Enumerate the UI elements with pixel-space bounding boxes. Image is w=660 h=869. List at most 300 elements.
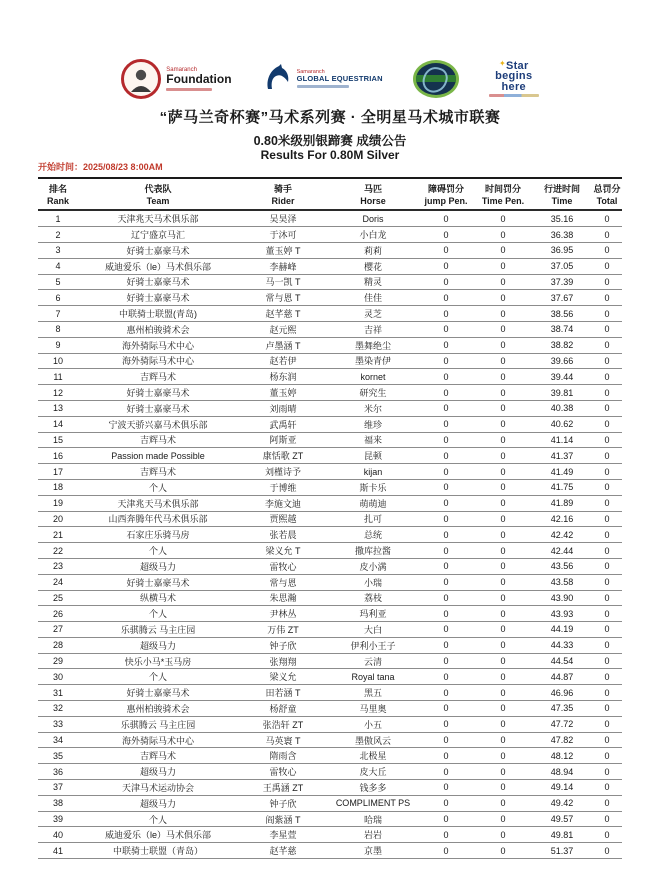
table-row (38, 258, 622, 274)
table-cell: 0 (418, 227, 474, 243)
table-cell: 0 (474, 290, 532, 306)
global-equestrian-logo (262, 62, 383, 97)
table-cell: 超级马力 (78, 558, 238, 574)
table-cell: 0 (474, 685, 532, 701)
table-cell: 26 (38, 606, 78, 622)
table-cell: 杨舒童 (238, 701, 328, 717)
table-row (38, 764, 622, 780)
table-cell: 17 (38, 464, 78, 480)
column-header-horse: 马匹 Horse (328, 181, 418, 210)
table-cell: 18 (38, 479, 78, 495)
table-cell: 16 (38, 448, 78, 464)
table-cell: 0 (418, 590, 474, 606)
table-row (38, 669, 622, 685)
table-cell: 雷牧心 (238, 558, 328, 574)
table-cell: COMPLIMENT PS (328, 795, 418, 811)
table-cell: 佳佳 (328, 290, 418, 306)
table-cell: 0 (592, 637, 622, 653)
table-cell: 0 (418, 811, 474, 827)
table-cell: 41.89 (532, 495, 592, 511)
table-cell: 钱多多 (328, 780, 418, 796)
table-cell: 万伟 ZT (238, 622, 328, 638)
table-cell: 0 (418, 669, 474, 685)
table-row (38, 590, 622, 606)
table-cell: 0 (592, 543, 622, 559)
table-cell: 小五 (328, 716, 418, 732)
table-cell: 海外骑际马术中心 (78, 353, 238, 369)
table-cell: 赵元熙 (238, 321, 328, 337)
table-row (38, 242, 622, 258)
table-cell: 0 (474, 653, 532, 669)
table-cell: 0 (474, 669, 532, 685)
table-cell: 0 (474, 495, 532, 511)
table-cell: 0 (474, 227, 532, 243)
table-cell: 49.57 (532, 811, 592, 827)
table-cell: 尹林丛 (238, 606, 328, 622)
global-equestrian-brand-label: Samaranch (296, 68, 325, 75)
table-cell: 40.62 (532, 416, 592, 432)
table-cell: 0 (474, 795, 532, 811)
table-cell: 0 (592, 321, 622, 337)
table-cell: 董玉婷 (238, 385, 328, 401)
table-cell: 0 (474, 606, 532, 622)
table-cell: 4 (38, 258, 78, 274)
table-cell: 卢墨涵 T (238, 337, 328, 353)
table-cell: 扎可 (328, 511, 418, 527)
table-cell: 0 (474, 543, 532, 559)
table-cell: 0 (592, 242, 622, 258)
table-cell: 0 (474, 321, 532, 337)
start-time-label: 开始时间： (38, 162, 84, 172)
table-cell: 39 (38, 811, 78, 827)
table-cell: 0 (474, 590, 532, 606)
table-cell: 0 (474, 258, 532, 274)
table-cell: 0 (474, 479, 532, 495)
table-row (38, 432, 622, 448)
table-row (38, 685, 622, 701)
table-cell: 0 (474, 748, 532, 764)
subtitle-english: Results For 0.80M Silver (260, 148, 400, 162)
table-cell: 小白龙 (328, 227, 418, 243)
table-cell: 个人 (78, 669, 238, 685)
table-cell: 44.54 (532, 653, 592, 669)
foundation-name-label: Foundation (166, 72, 232, 87)
table-cell: 研究生 (328, 385, 418, 401)
table-cell: 28 (38, 637, 78, 653)
table-cell: 维珍 (328, 416, 418, 432)
table-cell: 0 (592, 622, 622, 638)
table-row (38, 622, 622, 638)
table-cell: 0 (474, 732, 532, 748)
table-cell: 3 (38, 242, 78, 258)
table-cell: 0 (474, 622, 532, 638)
table-cell: 35.16 (532, 210, 592, 226)
table-row (38, 479, 622, 495)
table-cell: 48.94 (532, 764, 592, 780)
table-cell: 刘雨晴 (238, 400, 328, 416)
table-cell: 44.19 (532, 622, 592, 638)
table-cell: 武禹轩 (238, 416, 328, 432)
table-row (38, 210, 622, 226)
table-cell: 0 (592, 432, 622, 448)
table-cell: 马里奥 (328, 701, 418, 717)
table-cell: 1 (38, 210, 78, 226)
logo-row (0, 54, 660, 104)
table-cell: 0 (474, 369, 532, 385)
table-cell: 0 (592, 527, 622, 543)
table-row (38, 780, 622, 796)
table-cell: 0 (418, 701, 474, 717)
table-cell: 0 (592, 795, 622, 811)
table-cell: 精灵 (328, 274, 418, 290)
table-cell: 46.96 (532, 685, 592, 701)
table-cell: 0 (418, 369, 474, 385)
green-seal-icon (413, 60, 459, 98)
table-cell: 0 (418, 479, 474, 495)
table-cell: 37 (38, 780, 78, 796)
table-row (38, 543, 622, 559)
table-cell: 好骑士嘉豪马术 (78, 400, 238, 416)
table-row (38, 701, 622, 717)
table-cell: 惠州柏骏骑术会 (78, 701, 238, 717)
table-cell: 0 (418, 748, 474, 764)
table-cell: 0 (592, 274, 622, 290)
column-header-rank: 排名 Rank (38, 181, 78, 210)
table-cell: 0 (474, 574, 532, 590)
table-cell: 34 (38, 732, 78, 748)
table-cell: 0 (474, 448, 532, 464)
table-cell: 常与恩 (238, 574, 328, 590)
table-cell: 36.38 (532, 227, 592, 243)
table-cell: 0 (474, 242, 532, 258)
table-cell: 29 (38, 653, 78, 669)
table-cell: 49.14 (532, 780, 592, 796)
table-cell: 38.74 (532, 321, 592, 337)
table-cell: 0 (474, 400, 532, 416)
table-cell: 吉辉马术 (78, 748, 238, 764)
table-cell: 0 (592, 827, 622, 843)
table-cell: 张翔翔 (238, 653, 328, 669)
table-cell: Doris (328, 210, 418, 226)
table-cell: 墨舞绝尘 (328, 337, 418, 353)
table-cell: 0 (418, 764, 474, 780)
table-row (38, 321, 622, 337)
table-cell: 0 (474, 385, 532, 401)
table-cell: 乐骐腾云 马主庄园 (78, 622, 238, 638)
table-cell: 24 (38, 574, 78, 590)
table-cell: 0 (592, 748, 622, 764)
table-cell: 杨东润 (238, 369, 328, 385)
table-cell: 0 (418, 321, 474, 337)
results-table (38, 181, 622, 859)
table-cell: 个人 (78, 479, 238, 495)
table-cell: 荔枝 (328, 590, 418, 606)
table-cell: Passion made Possible (78, 448, 238, 464)
table-cell: 14 (38, 416, 78, 432)
table-cell: 27 (38, 622, 78, 638)
table-cell: 常与恩 T (238, 290, 328, 306)
table-cell: 43.93 (532, 606, 592, 622)
table-cell: 吉辉马术 (78, 464, 238, 480)
table-cell: 12 (38, 385, 78, 401)
table-cell: 39.81 (532, 385, 592, 401)
table-cell: 41.37 (532, 448, 592, 464)
table-cell: 好骑士嘉豪马术 (78, 242, 238, 258)
table-cell: 35 (38, 748, 78, 764)
star-line-2: begins (495, 70, 533, 83)
table-row (38, 574, 622, 590)
table-cell: 0 (474, 306, 532, 322)
table-cell: 0 (474, 558, 532, 574)
table-cell: 0 (474, 353, 532, 369)
table-cell: 0 (592, 716, 622, 732)
table-cell: 0 (418, 290, 474, 306)
table-cell: 0 (592, 590, 622, 606)
table-cell: 0 (592, 337, 622, 353)
table-cell: 0 (418, 843, 474, 859)
table-cell: 超级马力 (78, 764, 238, 780)
table-cell: 25 (38, 590, 78, 606)
table-row (38, 527, 622, 543)
table-cell: 伊利小王子 (328, 637, 418, 653)
table-row (38, 290, 622, 306)
table-cell: 0 (592, 780, 622, 796)
column-header-jump-pen: 障碍罚分 jump Pen. (418, 181, 474, 210)
table-row (38, 637, 622, 653)
table-cell: kijan (328, 464, 418, 480)
table-cell: 0 (474, 337, 532, 353)
table-cell: 40.38 (532, 400, 592, 416)
table-cell: 36.95 (532, 242, 592, 258)
table-cell: 张若晨 (238, 527, 328, 543)
table-row (38, 337, 622, 353)
table-cell: 隋雨含 (238, 748, 328, 764)
table-cell: 0 (592, 732, 622, 748)
table-cell: 王禹涵 ZT (238, 780, 328, 796)
table-cell: 0 (474, 416, 532, 432)
table-cell: 康恬歌 ZT (238, 448, 328, 464)
table-cell: 0 (418, 543, 474, 559)
table-cell: 49.81 (532, 827, 592, 843)
table-cell: 雷牧心 (238, 764, 328, 780)
table-cell: 赵芊慈 (238, 843, 328, 859)
table-cell: 刘槿诗予 (238, 464, 328, 480)
table-cell: 福来 (328, 432, 418, 448)
table-cell: 快乐小马*玉马房 (78, 653, 238, 669)
table-cell: 0 (418, 242, 474, 258)
table-cell: 云清 (328, 653, 418, 669)
table-cell: 5 (38, 274, 78, 290)
table-cell: 萌萌迪 (328, 495, 418, 511)
table-cell: 47.82 (532, 732, 592, 748)
table-cell: 北极星 (328, 748, 418, 764)
table-cell: 0 (474, 527, 532, 543)
table-cell: 38 (38, 795, 78, 811)
table-cell: 李星萱 (238, 827, 328, 843)
table-cell: 0 (418, 606, 474, 622)
table-cell: 吉辉马术 (78, 432, 238, 448)
table-cell: 灵芝 (328, 306, 418, 322)
table-cell: 0 (592, 306, 622, 322)
table-row (38, 653, 622, 669)
table-cell: 0 (592, 558, 622, 574)
column-header-time-pen: 时间罚分 Time Pen. (474, 181, 532, 210)
table-cell: 30 (38, 669, 78, 685)
table-row (38, 369, 622, 385)
table-cell: 0 (592, 464, 622, 480)
table-cell: 44.33 (532, 637, 592, 653)
table-cell: 0 (474, 701, 532, 717)
table-cell: 41.14 (532, 432, 592, 448)
table-cell: 41.75 (532, 479, 592, 495)
table-cell: 墨傲风云 (328, 732, 418, 748)
table-cell: 0 (474, 511, 532, 527)
table-cell: 辽宁盛京马汇 (78, 227, 238, 243)
table-cell: 6 (38, 290, 78, 306)
table-cell: 0 (418, 306, 474, 322)
table-cell: 0 (418, 337, 474, 353)
table-cell: 0 (592, 574, 622, 590)
table-cell: 0 (418, 448, 474, 464)
table-cell: 0 (592, 479, 622, 495)
table-row (38, 558, 622, 574)
table-cell: 朱思瀚 (238, 590, 328, 606)
table-row (38, 353, 622, 369)
table-cell: 37.39 (532, 274, 592, 290)
table-cell: 个人 (78, 606, 238, 622)
table-cell: 梁义允 T (238, 543, 328, 559)
table-cell: 田若涵 T (238, 685, 328, 701)
table-cell: 41.49 (532, 464, 592, 480)
table-row (38, 606, 622, 622)
column-header-total: 总罚分 Total (592, 181, 622, 210)
table-row (38, 732, 622, 748)
table-cell: 0 (474, 716, 532, 732)
table-row (38, 843, 622, 859)
table-cell: 个人 (78, 811, 238, 827)
table-cell: 莉莉 (328, 242, 418, 258)
table-cell: 2 (38, 227, 78, 243)
table-cell: 惠州柏骏骑术会 (78, 321, 238, 337)
table-cell: 0 (592, 210, 622, 226)
table-cell: 超级马力 (78, 637, 238, 653)
table-cell: 吉祥 (328, 321, 418, 337)
table-cell: 0 (474, 764, 532, 780)
table-cell: 于博维 (238, 479, 328, 495)
table-cell: 0 (474, 843, 532, 859)
table-cell: 董玉婷 T (238, 242, 328, 258)
table-cell: 马英寰 T (238, 732, 328, 748)
table-cell: 8 (38, 321, 78, 337)
start-time-value: 2025/08/23 8:00AM (83, 162, 163, 172)
table-cell: 于沐可 (238, 227, 328, 243)
table-cell: 赵若伊 (238, 353, 328, 369)
table-row (38, 748, 622, 764)
table-cell: 0 (418, 385, 474, 401)
table-cell: 天津马术运动协会 (78, 780, 238, 796)
table-cell: 0 (592, 385, 622, 401)
table-cell: 玛利亚 (328, 606, 418, 622)
table-cell: 0 (592, 764, 622, 780)
table-cell: 44.87 (532, 669, 592, 685)
table-cell: 33 (38, 716, 78, 732)
table-cell: 47.35 (532, 701, 592, 717)
table-cell: 0 (418, 780, 474, 796)
table-cell: 李施文迪 (238, 495, 328, 511)
table-cell: 石家庄乐骑马房 (78, 527, 238, 543)
table-cell: 0 (474, 780, 532, 796)
table-row (38, 274, 622, 290)
table-cell: 岩岩 (328, 827, 418, 843)
table-cell: 7 (38, 306, 78, 322)
table-cell: 撒库拉酱 (328, 543, 418, 559)
table-cell: 钟子欣 (238, 637, 328, 653)
table-cell: 32 (38, 701, 78, 717)
table-cell: 小瑞 (328, 574, 418, 590)
table-cell: 0 (418, 258, 474, 274)
table-cell: 总统 (328, 527, 418, 543)
table-cell: 宁波天骄兴嘉马术俱乐部 (78, 416, 238, 432)
table-cell: 9 (38, 337, 78, 353)
table-cell: 个人 (78, 543, 238, 559)
table-cell: Royal tana (328, 669, 418, 685)
table-cell: 0 (474, 210, 532, 226)
table-cell: 38.56 (532, 306, 592, 322)
table-cell: 哈瑞 (328, 811, 418, 827)
table-cell: 米尔 (328, 400, 418, 416)
table-cell: 0 (592, 653, 622, 669)
table-cell: 31 (38, 685, 78, 701)
table-cell: 0 (592, 685, 622, 701)
table-cell: 0 (418, 400, 474, 416)
table-cell: 好骑士嘉豪马术 (78, 685, 238, 701)
table-cell: 11 (38, 369, 78, 385)
table-cell: 0 (418, 416, 474, 432)
table-cell: 马一凯 T (238, 274, 328, 290)
foundation-brand-label: Samaranch (166, 67, 197, 74)
global-equestrian-text (297, 70, 383, 89)
table-cell: 0 (592, 701, 622, 717)
table-cell: 0 (592, 511, 622, 527)
start-time (38, 160, 163, 173)
table-cell: 皮大丘 (328, 764, 418, 780)
table-cell: 0 (592, 495, 622, 511)
table-cell: 42.16 (532, 511, 592, 527)
table-cell: 海外骑际马术中心 (78, 337, 238, 353)
table-header-row (38, 181, 622, 210)
table-cell: 贾熙越 (238, 511, 328, 527)
horse-head-icon (262, 62, 292, 97)
table-cell: 0 (592, 606, 622, 622)
table-cell: 0 (592, 227, 622, 243)
table-cell: 0 (418, 716, 474, 732)
subtitle-chinese: 0.80米级别银蹄赛 成绩公告 (253, 134, 407, 148)
table-cell: 13 (38, 400, 78, 416)
table-cell: 0 (418, 527, 474, 543)
table-row (38, 811, 622, 827)
table-cell: 0 (418, 795, 474, 811)
table-cell: 0 (418, 637, 474, 653)
table-cell: 0 (418, 274, 474, 290)
table-cell: 36 (38, 764, 78, 780)
table-cell: kornet (328, 369, 418, 385)
table-cell: 43.56 (532, 558, 592, 574)
table-cell: 天津兆天马术俱乐部 (78, 210, 238, 226)
table-cell: 37.67 (532, 290, 592, 306)
table-cell: 墨染青伊 (328, 353, 418, 369)
table-cell: 43.90 (532, 590, 592, 606)
table-cell: 乐骐腾云 马主庄园 (78, 716, 238, 732)
